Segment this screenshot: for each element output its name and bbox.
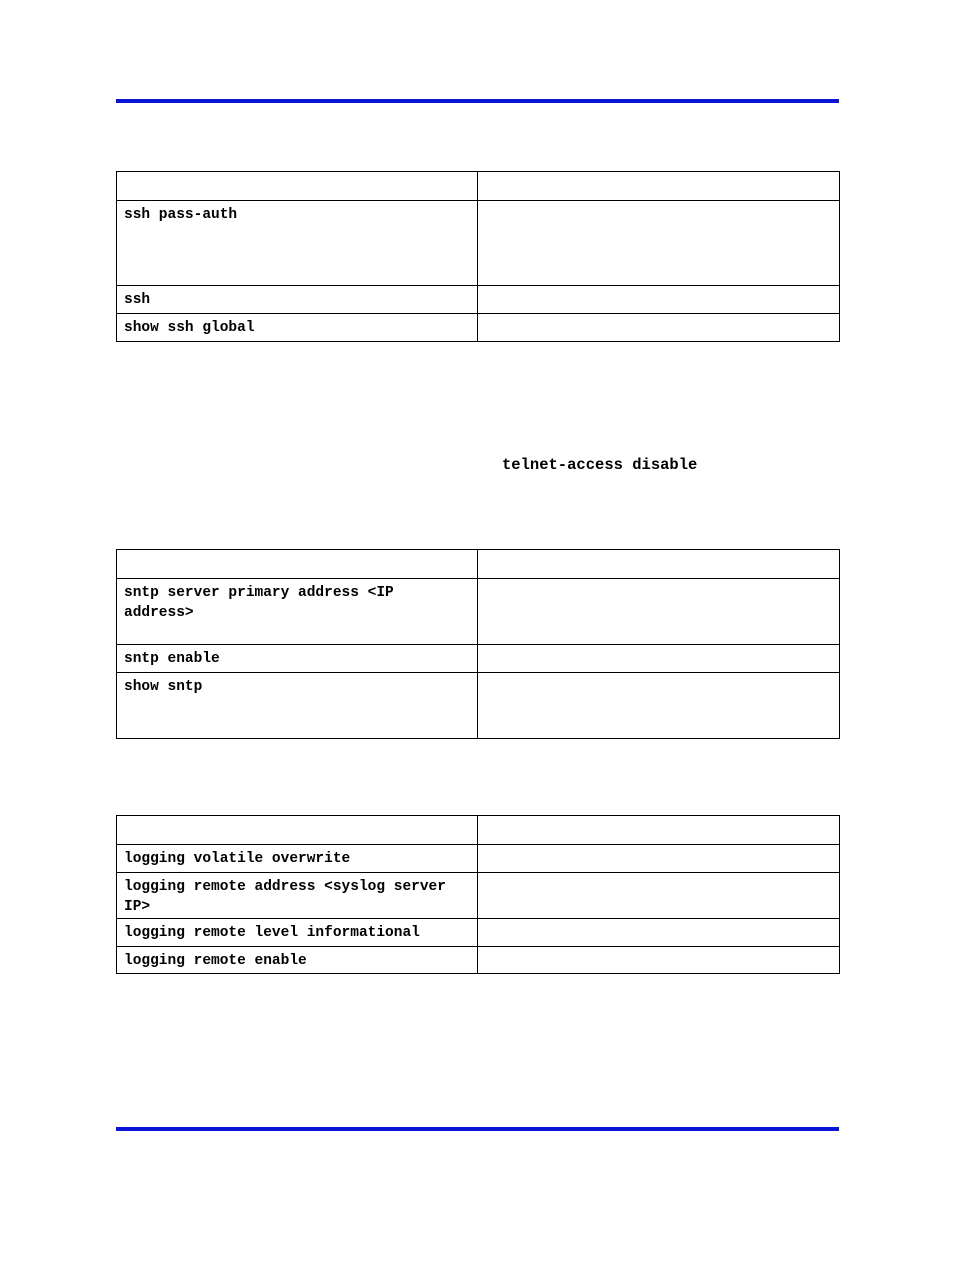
description-cell xyxy=(478,845,840,873)
sntp-command-table xyxy=(116,549,840,739)
command-cell: sntp enable xyxy=(117,645,478,673)
description-cell xyxy=(478,645,840,673)
command-cell: show sntp xyxy=(117,673,478,739)
ssh-command-table xyxy=(116,171,840,342)
header-cell-command xyxy=(117,816,478,845)
description-cell xyxy=(478,919,840,947)
command-cell: logging remote enable xyxy=(117,947,478,974)
table-row xyxy=(117,947,840,974)
table-row xyxy=(117,314,840,342)
table-header-row xyxy=(117,816,840,845)
description-cell xyxy=(478,873,840,919)
telnet-access-command: telnet-access disable xyxy=(502,456,698,474)
table-header-row xyxy=(117,172,840,201)
command-cell: logging volatile overwrite xyxy=(117,845,478,873)
header-cell-description xyxy=(478,550,840,579)
table-row xyxy=(117,201,840,286)
footer-rule xyxy=(116,1127,839,1131)
table-row xyxy=(117,919,840,947)
header-cell-description xyxy=(478,172,840,201)
description-cell xyxy=(478,673,840,739)
command-cell: ssh pass-auth xyxy=(117,201,478,286)
table-row xyxy=(117,286,840,314)
command-cell: ssh xyxy=(117,286,478,314)
command-cell: logging remote level informational xyxy=(117,919,478,947)
description-cell xyxy=(478,947,840,974)
description-cell xyxy=(478,286,840,314)
description-cell xyxy=(478,201,840,286)
header-cell-command xyxy=(117,172,478,201)
table-row xyxy=(117,673,840,739)
table-row xyxy=(117,579,840,645)
description-cell xyxy=(478,579,840,645)
table-row xyxy=(117,845,840,873)
table-row xyxy=(117,873,840,919)
table-row xyxy=(117,645,840,673)
table-header-row xyxy=(117,550,840,579)
header-rule xyxy=(116,99,839,103)
description-cell xyxy=(478,314,840,342)
logging-command-table xyxy=(116,815,840,974)
command-cell: logging remote address <syslog server IP> xyxy=(117,873,478,919)
command-cell: show ssh global xyxy=(117,314,478,342)
header-cell-command xyxy=(117,550,478,579)
command-cell: sntp server primary address <IP address> xyxy=(117,579,478,645)
header-cell-description xyxy=(478,816,840,845)
